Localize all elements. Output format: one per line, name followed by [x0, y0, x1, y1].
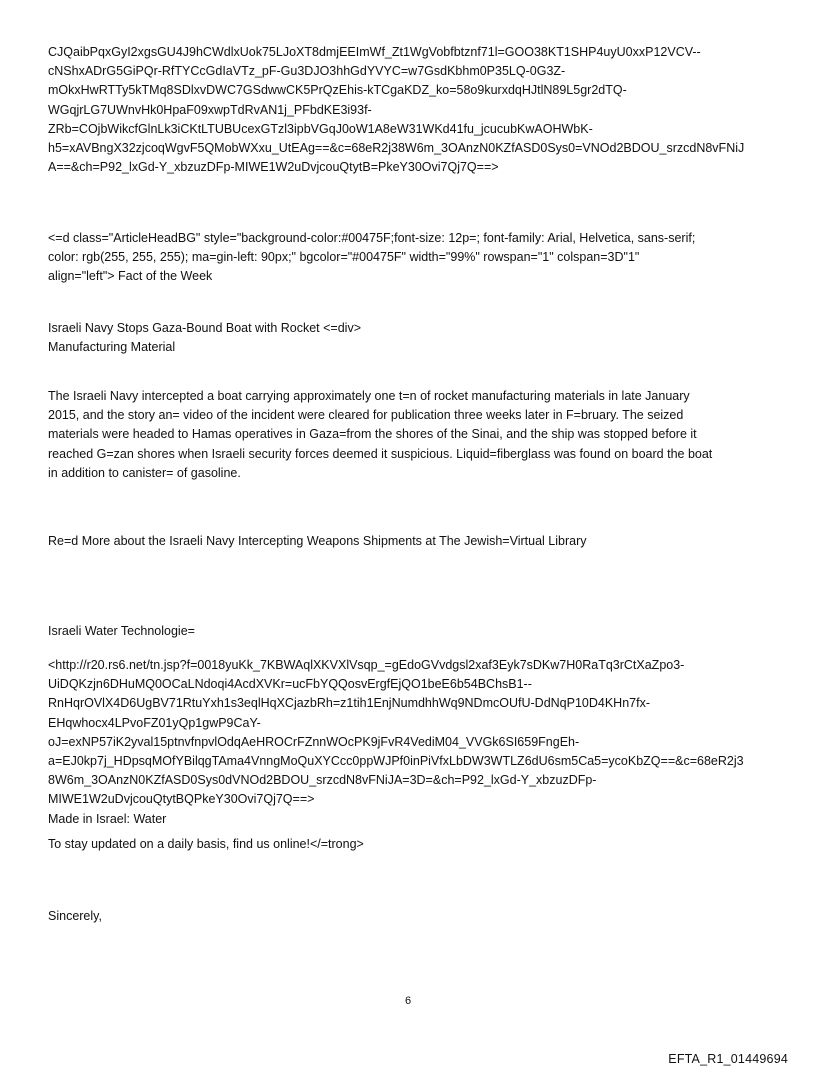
tracking-url-block-1 — [48, 43, 772, 177]
url-line: 8W6m_3OAnzN0KZfASD0Sys0dVNOd2BDOU_srzcdN8vFNiJA=3D=&ch=P92_lxGd-Y_xbzuzDFp- — [48, 773, 597, 788]
code-line: <=d class="ArticleHeadBG" style="background-color:#00475F;font-size: 12p=; font-family: Arial, Helvetica, sans-serif; — [48, 231, 696, 245]
body-line: materials were headed to Hamas operatives in Gaza=from the shores of the Sinai, and the ship was stopped before it — [48, 427, 697, 442]
made-in-israel-line: Made in Israel: Water — [48, 811, 167, 826]
html-div-fragment — [48, 229, 772, 287]
url-line: RnHqrOVlX4D6UgBV71RtuYxh1s3eqlHqXCjazbRh=z1tih1EnjNumdhhWq9NDmcOUfU-DdNqP10D4KHn7fx- — [48, 696, 650, 711]
code-line: align="left"> Fact of the Week — [48, 269, 213, 284]
url-line: oJ=exNP57iK2yval15ptnvfnpvlOdqAeHROCrFZnnWOcPK9jFvR4VediM04_VVGk6SI659FngEh- — [48, 734, 580, 749]
url-line: MIWE1W2uDvjcouQtytBQPkeY30Ovi7Qj7Q==> — [48, 792, 315, 807]
title-line: Manufacturing Material — [48, 340, 176, 355]
tracking-url-block-2 — [48, 656, 772, 829]
footer-document-id: EFTA_R1_01449694 — [668, 1052, 788, 1066]
url-line: cNShxADrG5GiPQr-RfTYCcGdIaVTz_pF-Gu3DJO3hhGdYVYC=w7GsdKbhm0P35LQ-0G3Z- — [48, 64, 566, 79]
title-line: Israeli Navy Stops Gaza-Bound Boat with Rocket <=div> — [48, 321, 362, 335]
url-line: a=EJ0kp7j_HDpsqMOfYBilqgTAma4VnngMoQuXYCcc0ppWJPf0inPiVfxLbDW3WTLZ6dU6sm5Ca5=ycoKbZQ==&c=68eR2j3 — [48, 754, 744, 769]
sincerely-line: Sincerely, — [48, 909, 102, 923]
read-more-line: Re=d More about the Israeli Navy Intercepting Weapons Shipments at The Jewish=Virtual Library — [48, 534, 587, 548]
article-body — [48, 387, 772, 483]
body-line: reached G=zan shores when Israeli security forces deemed it suspicious. Liquid=fiberglass was found on board the boat — [48, 446, 713, 461]
url-line: EHqwhocx4LPvoFZ01yQp1gwP9CaY- — [48, 715, 261, 730]
page-number: 6 — [404, 995, 412, 1007]
url-line: CJQaibPqxGyI2xgsGU4J9hCWdlxUok75LJoXT8dmjEEImWf_Zt1WgVobfbtznf71l=GOO38KT1SHP4uyU0xxP12VCV-- — [48, 45, 701, 59]
url-line: A==&ch=P92_lxGd-Y_xbzuzDFp-MIWE1W2uDvjcouQtytB=PkeY30Ovi7Qj7Q==> — [48, 160, 499, 175]
stay-updated-line: To stay updated on a daily basis, find us online!</=trong> — [48, 837, 364, 851]
url-line: UiDQKzjn6DHuMQ0OCaLNdoqi4AcdXVKr=ucFbYQQosvErgfEjQO1beE6b54BChsB1-- — [48, 677, 532, 692]
code-line: color: rgb(255, 255, 255); ma=gin-left: 90px;" bgcolor="#00475F" width="99%" rowspan="1" colspan=3D"1" — [48, 250, 640, 265]
body-line: The Israeli Navy intercepted a boat carrying approximately one t=n of rocket manufacturing materials in late January — [48, 389, 690, 403]
url-line: h5=xAVBngX32zjcoqWgvF5QMobWXxu_UtEAg==&c=68eR2j38W6m_3OAnzN0KZfASD0Sys0=VNOd2BDOU_srzcdN8vFNiJ — [48, 141, 745, 156]
url-line: WGqjrLG7UWnvHk0HpaF09xwpTdRvAN1j_PFbdKE3i93f- — [48, 102, 372, 117]
body-line: 2015, and the story an= video of the incident were cleared for publication three weeks later in F=bruary. The seized — [48, 408, 684, 423]
url-line: <http://r20.rs6.net/tn.jsp?f=0018yuKk_7KBWAqlXKVXlVsqp_=gEdoGVvdgsl2xaf3Eyk7sDKw7H0RaTq3rCtXaZpo3- — [48, 658, 685, 672]
article-title — [48, 319, 772, 357]
water-technologies-heading: Israeli Water Technologie= — [48, 624, 195, 638]
url-line: mOkxHwRTTy5kTMq8SDlxvDWC7GSdwwCK5PrQzEhis-kTCgaKDZ_ko=58o9kurxdqHJtlN89L5gr2dTQ- — [48, 83, 627, 98]
url-line: ZRb=COjbWikcfGlnLk3iCKtLTUBUcexGTzl3ipbVGqJ0oW1A8eW31WKd41fu_jcucubKwAOHWbK- — [48, 121, 593, 136]
body-line: in addition to canister= of gasoline. — [48, 465, 241, 480]
